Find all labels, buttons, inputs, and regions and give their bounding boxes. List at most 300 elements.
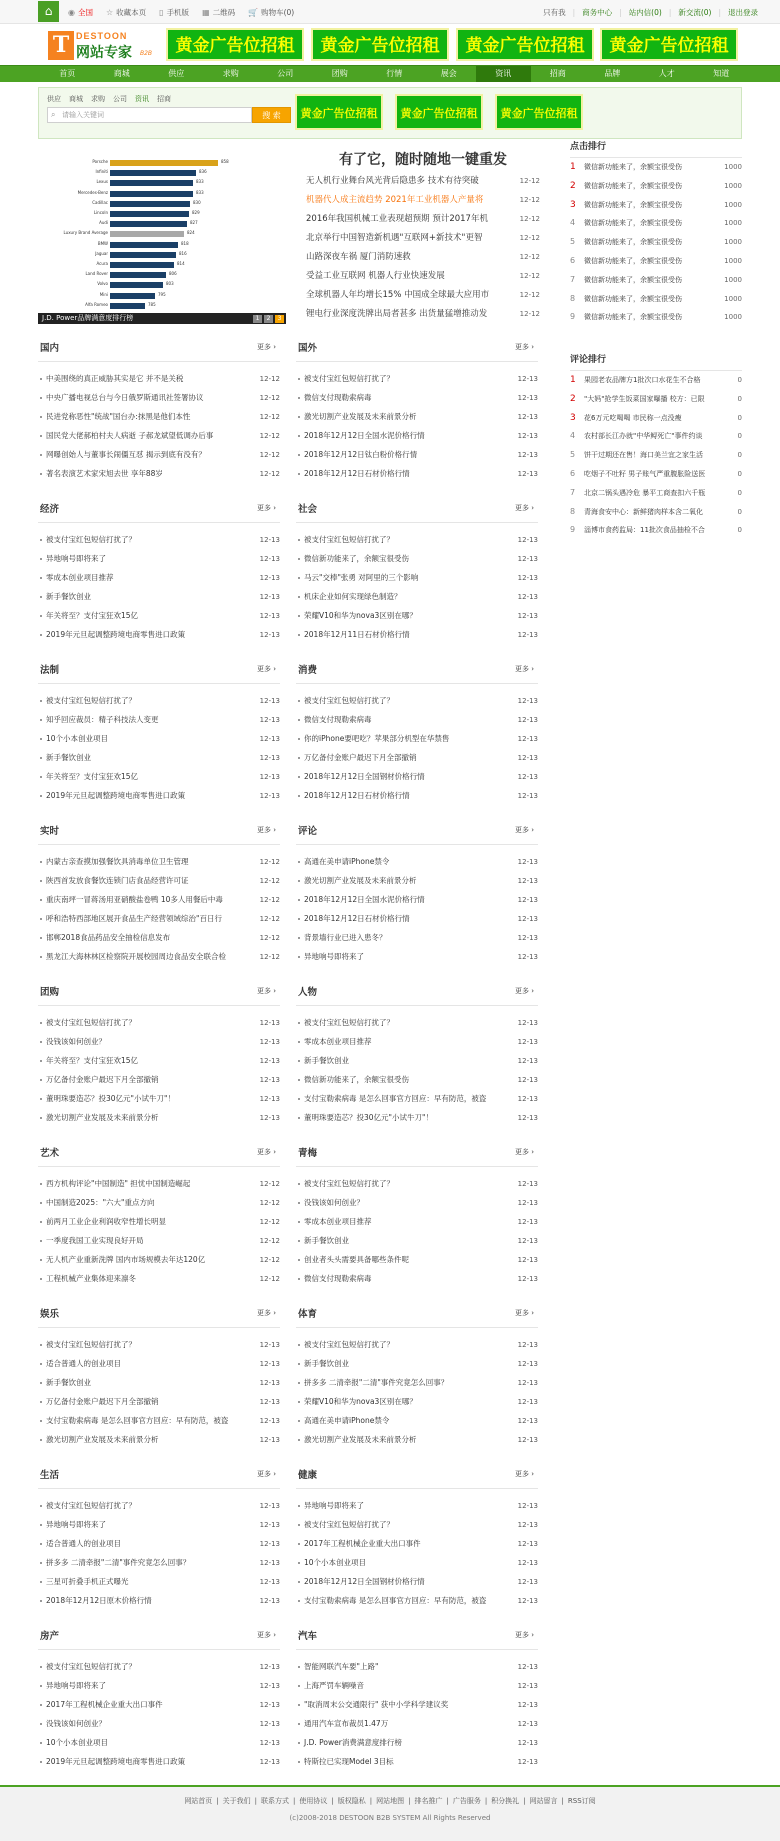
list-item-title[interactable]: 没钱该如何创业？ (38, 1036, 238, 1047)
list-item[interactable] (296, 407, 538, 426)
search-ad-1[interactable]: 黄金广告位招租 (295, 94, 383, 130)
more-link[interactable]: 更多 › (256, 504, 276, 512)
list-item-title[interactable]: 没钱该如何创业？ (296, 1197, 496, 1208)
headline-item[interactable] (306, 248, 540, 267)
list-item[interactable] (38, 1335, 280, 1354)
list-item-title[interactable]: "取消周末公交通限行" 获中小学科学建议奖 (296, 1699, 496, 1710)
list-item[interactable] (38, 1714, 280, 1733)
list-item[interactable] (38, 729, 280, 748)
footer-link[interactable]: 网站地图 (376, 1797, 405, 1805)
rank_click-item[interactable] (570, 177, 742, 196)
list-item-title[interactable]: 背景墙行业已进入患冬？ (296, 932, 496, 943)
top-link-1[interactable] (106, 7, 146, 18)
rank-title[interactable]: 微信新功能来了，余额宝很受伤 (584, 313, 682, 322)
list-item-title[interactable]: 被支付宝红包短信打扰了？ (296, 534, 496, 545)
list-item-title[interactable]: 10个小本创业项目 (296, 1557, 496, 1568)
list-item[interactable] (38, 1496, 280, 1515)
list-item-title[interactable]: 内蒙古亲查摸加强餐饮具消毒单位卫生管理 (38, 856, 238, 867)
headline-item[interactable] (306, 305, 540, 324)
list-item-title[interactable]: 2019年元旦起调整跨境电商零售进口政策 (38, 790, 238, 801)
list-item-title[interactable]: 陕西首发放食餐饮连锁门店食品经营许可证 (38, 875, 238, 886)
search-button[interactable]: 搜 索 (252, 107, 291, 123)
list-item-title[interactable]: 前两月工业企业利润收窄性增长明显 (38, 1216, 238, 1227)
more-link[interactable]: 更多 › (514, 1470, 534, 1478)
list-item-title[interactable]: 中国制造2025："六大"重点方向 (38, 1197, 238, 1208)
headline-item-title[interactable]: 北京举行中国智造新机遇"互联网+新技术"更智 (306, 233, 483, 243)
section-title[interactable]: 人物 (298, 987, 318, 998)
list-item-title[interactable]: 被支付宝红包短信打扰了？ (38, 534, 238, 545)
rank-title[interactable]: "大妈"抢学生饭菜国家曝播 校方：已限 (584, 394, 705, 403)
list-item-title[interactable]: 著名表演艺术家宋旭去世 享年88岁 (38, 468, 238, 479)
header-ad-1[interactable]: 黄金广告位招租 (166, 28, 304, 61)
nav-item-4[interactable]: 公司 (277, 69, 294, 78)
rank_comment-item[interactable] (570, 446, 742, 465)
section-title[interactable]: 国外 (298, 343, 318, 354)
list-item[interactable] (296, 1354, 538, 1373)
list-item[interactable] (38, 1752, 280, 1771)
list-item-title[interactable]: 2018年12月12日原木价格行情 (38, 1595, 238, 1606)
list-item-title[interactable]: 被支付宝红包短信打扰了？ (296, 695, 496, 706)
list-item-title[interactable]: 荣耀V10和华为nova3区别在哪？ (296, 1396, 496, 1407)
list-item-title[interactable]: 被支付宝红包短信打扰了？ (296, 1178, 496, 1189)
list-item-title[interactable]: 2018年12月12日石材价格行情 (296, 913, 496, 924)
more-link[interactable]: 更多 › (514, 987, 534, 995)
list-item-title[interactable]: 拼多多 二清牵报"二清"事件究竟怎么回事？ (38, 1557, 238, 1568)
list-item[interactable] (296, 1013, 538, 1032)
list-item-title[interactable]: 10个小本创业项目 (38, 1737, 238, 1748)
list-item[interactable] (296, 1752, 538, 1771)
slideshow[interactable] (38, 148, 286, 324)
slide-page-2[interactable]: 3 (275, 315, 284, 323)
list-item[interactable] (296, 928, 538, 947)
headline-title[interactable]: 有了它，随时随地一键重发 (339, 152, 507, 168)
list-item-title[interactable]: 新手餐饮创业 (38, 752, 238, 763)
list-item-title[interactable]: 支付宝勒索病毒 是怎么回事官方回应：早有防范，被盗 (296, 1595, 496, 1606)
list-item[interactable] (38, 1515, 280, 1534)
rank_click-item[interactable] (570, 158, 742, 177)
rank-title[interactable]: 北京二锅头遇冷危 暴平工商查扣六千瓶 (584, 488, 706, 497)
headline-item-title[interactable]: 机器代人成主流趋势 2021年工业机器人产量将 (306, 195, 484, 205)
search-tab-2[interactable]: 求购 (91, 95, 105, 103)
headline-item-title[interactable]: 受益工业互联网 机器人行业快速发展 (306, 271, 445, 281)
section-title[interactable]: 艺术 (40, 1148, 60, 1159)
rank-title[interactable]: 饼干过期还在售！海口美兰宜之家生活 (584, 451, 703, 460)
more-link[interactable]: 更多 › (514, 504, 534, 512)
headline-item-title[interactable]: 全球机器人年均增长15% 中国成全球最大应用市 (306, 290, 490, 300)
list-item-title[interactable]: 2018年12月12日钛白粉价格行情 (296, 449, 496, 460)
list-item-title[interactable]: 被支付宝红包短信打扰了？ (38, 1500, 238, 1511)
list-item-title[interactable]: 被支付宝红包短信打扰了？ (38, 695, 238, 706)
list-item-title[interactable]: 微信新功能来了，余额宝很受伤 (296, 1074, 496, 1085)
section-title[interactable]: 娱乐 (40, 1309, 60, 1320)
search-tab-4[interactable]: 资讯 (135, 95, 149, 103)
list-item[interactable] (296, 1051, 538, 1070)
list-item[interactable] (38, 710, 280, 729)
list-item[interactable] (38, 852, 280, 871)
list-item-title[interactable]: 中央广播电视总台与今日俄罗斯通讯社签署协议 (38, 392, 238, 403)
footer-link[interactable]: 版权隐私 (337, 1797, 366, 1805)
list-item-title[interactable]: 万亿备付金账户最迟下月全部撤销 (296, 752, 496, 763)
list-item-title[interactable]: 一季度我国工业实现良好开局 (38, 1235, 238, 1246)
headline-item-title[interactable]: 无人机行业舞台风光背后隐患多 技术有待突破 (306, 176, 479, 186)
list-item-title[interactable]: 知乎回应裁员：精子科技法人变更 (38, 714, 238, 725)
section-title[interactable]: 经济 (40, 504, 60, 515)
footer-link[interactable]: 积分换礼 (491, 1797, 520, 1805)
section-title[interactable]: 房产 (40, 1631, 60, 1642)
list-item-title[interactable]: 高通在美申请iPhone禁令 (296, 1415, 496, 1426)
header-ad-2[interactable]: 黄金广告位招租 (311, 28, 449, 61)
list-item-title[interactable]: 董明珠要造芯？投30亿元"小试牛刀"！ (38, 1093, 238, 1104)
list-item[interactable] (296, 909, 538, 928)
nav-item-8[interactable]: 资讯 (476, 66, 531, 82)
search-tab-0[interactable]: 供应 (47, 95, 61, 103)
headline-item[interactable] (306, 191, 540, 210)
more-link[interactable]: 更多 › (514, 826, 534, 834)
list-item-title[interactable]: 激光切割产业发展及未来前景分析 (38, 1434, 238, 1445)
list-item-title[interactable]: 年关将至？支付宝狂欢15亿 (38, 1055, 238, 1066)
user-link-0[interactable]: 只有我 (543, 7, 566, 17)
rank-title[interactable]: 果园老农品牌方1批次口水花生不合格 (584, 376, 701, 384)
headline-item-title[interactable]: 山路深夜车祸 厦门消防速救 (306, 252, 411, 262)
list-item-title[interactable]: 微信支付现勒索病毒 (296, 392, 496, 403)
list-item-title[interactable]: 呼和浩特西部地区展开食品生产经营领域综治"百日行 (38, 913, 238, 924)
list-item-title[interactable]: 被支付宝红包短信打扰了？ (38, 1017, 238, 1028)
list-item[interactable] (38, 1174, 280, 1193)
list-item[interactable] (296, 1089, 538, 1108)
more-link[interactable]: 更多 › (256, 987, 276, 995)
section-title[interactable]: 青梅 (298, 1148, 318, 1159)
list-item-title[interactable]: 特斯拉已实现Model 3目标 (296, 1756, 496, 1767)
list-item-title[interactable]: 万亿备付金账户最迟下月全部撤销 (38, 1396, 238, 1407)
list-item[interactable] (38, 625, 280, 644)
list-item-title[interactable]: 拼多多 二清牵报"二清"事件究竟怎么回事？ (296, 1377, 496, 1388)
top-link-4[interactable] (248, 7, 294, 18)
rank_comment-item[interactable] (570, 390, 742, 409)
list-item[interactable] (38, 388, 280, 407)
list-item-title[interactable]: 高通在美申请iPhone禁令 (296, 856, 496, 867)
list-item[interactable] (38, 407, 280, 426)
list-item-title[interactable]: 适合普通人的创业项目 (38, 1538, 238, 1549)
list-item[interactable] (296, 1373, 538, 1392)
list-item-title[interactable]: 你的iPhone要吧吃？苹果部分机型在华禁售 (296, 733, 496, 744)
list-item[interactable] (296, 369, 538, 388)
list-item-title[interactable]: 微信新功能来了，余额宝很受伤 (296, 553, 496, 564)
rank_comment-item[interactable] (570, 484, 742, 503)
rank_comment-item[interactable] (570, 371, 742, 390)
nav-item-0[interactable]: 首页 (59, 69, 76, 78)
list-item-title[interactable]: 创业者头头需要具备哪些条件呢 (296, 1254, 496, 1265)
list-item[interactable] (38, 947, 280, 966)
list-item[interactable] (38, 871, 280, 890)
more-link[interactable]: 更多 › (256, 1631, 276, 1639)
footer-link[interactable]: 广告服务 (452, 1797, 481, 1805)
slide-page-1[interactable]: 2 (264, 315, 273, 323)
list-item[interactable] (38, 1089, 280, 1108)
list-item-title[interactable]: 新手餐饮创业 (38, 591, 238, 602)
list-item[interactable] (38, 1411, 280, 1430)
list-item[interactable] (296, 729, 538, 748)
list-item[interactable] (296, 786, 538, 805)
list-item-title[interactable]: 2018年12月12日全国钢材价格行情 (296, 1576, 496, 1587)
list-item[interactable] (38, 1373, 280, 1392)
section-title[interactable]: 消费 (298, 665, 318, 676)
nav-item-11[interactable]: 人才 (658, 69, 675, 78)
list-item-title[interactable]: 黑龙江大海林林区检察院开展校园周边食品安全联合检 (38, 951, 238, 962)
list-item[interactable] (296, 1335, 538, 1354)
list-item[interactable] (296, 426, 538, 445)
footer-link[interactable]: 网站留言 (529, 1797, 558, 1805)
top-link-0[interactable] (68, 7, 93, 18)
section-title[interactable]: 生活 (40, 1470, 60, 1481)
section-title[interactable]: 实时 (40, 826, 60, 837)
list-item[interactable] (296, 767, 538, 786)
section-title[interactable]: 评论 (298, 826, 318, 837)
list-item[interactable] (296, 1269, 538, 1288)
list-item-title[interactable]: 适合普通人的创业项目 (38, 1358, 238, 1369)
nav-item-9[interactable]: 招商 (549, 69, 566, 78)
list-item[interactable] (296, 1553, 538, 1572)
list-item-title[interactable]: 异地响号即将来了 (296, 1500, 496, 1511)
list-item[interactable] (38, 464, 280, 483)
more-link[interactable]: 更多 › (256, 826, 276, 834)
headline-item[interactable] (306, 172, 540, 191)
list-item[interactable] (296, 1733, 538, 1752)
more-link[interactable]: 更多 › (514, 1148, 534, 1156)
list-item[interactable] (296, 625, 538, 644)
list-item-title[interactable]: 网曝创始人与董事长闹僵互怼 揭示到底有没有？ (38, 449, 238, 460)
list-item-title[interactable]: 激光切割产业发展及未来前景分析 (296, 875, 496, 886)
list-item[interactable] (38, 1553, 280, 1572)
rank-title[interactable]: 微信新功能来了，余额宝很受伤 (584, 181, 682, 190)
list-item[interactable] (38, 1572, 280, 1591)
list-item[interactable] (38, 530, 280, 549)
list-item-title[interactable]: 被支付宝红包短信打扰了？ (296, 373, 496, 384)
list-item-title[interactable]: 激光切割产业发展及未来前景分析 (296, 411, 496, 422)
list-item[interactable] (296, 1070, 538, 1089)
list-item-title[interactable]: 新手餐饮创业 (296, 1358, 496, 1369)
list-item-title[interactable]: 民进党称恶性"统战"国台办:抹黑是他们本性 (38, 411, 238, 422)
rank-title[interactable]: 微信新功能来了，余额宝很受伤 (584, 219, 682, 228)
list-item[interactable] (296, 871, 538, 890)
list-item-title[interactable]: 激光切割产业发展及未来前景分析 (296, 1434, 496, 1445)
slide-caption[interactable]: J.D. Power品牌满意度排行榜 (38, 313, 286, 324)
list-item-title[interactable]: 工程机械产业集体迎来凛冬 (38, 1273, 238, 1284)
footer-link[interactable]: 使用协议 (299, 1797, 328, 1805)
nav-item-5[interactable]: 团购 (331, 69, 348, 78)
search-tab-3[interactable]: 公司 (113, 95, 127, 103)
list-item[interactable] (38, 369, 280, 388)
list-item-title[interactable]: 2019年元旦起调整跨境电商零售进口政策 (38, 1756, 238, 1767)
nav-item-12[interactable]: 知道 (713, 69, 730, 78)
list-item[interactable] (296, 1572, 538, 1591)
list-item[interactable] (296, 464, 538, 483)
nav-item-2[interactable]: 供应 (168, 69, 185, 78)
search-tab-1[interactable]: 商城 (69, 95, 83, 103)
list-item-title[interactable]: 西方机构评论"中国制造" 担忧中国制造崛起 (38, 1178, 238, 1189)
list-item-title[interactable]: 2017年工程机械企业重大出口事件 (296, 1538, 496, 1549)
section-title[interactable]: 健康 (298, 1470, 318, 1481)
user-link-1[interactable]: 商务中心 (582, 7, 613, 17)
slide-page-0[interactable]: 1 (253, 315, 262, 323)
list-item[interactable] (38, 1354, 280, 1373)
list-item-title[interactable]: 无人机产业重新洗牌 国内市场规模去年达120亿 (38, 1254, 238, 1265)
list-item[interactable] (38, 786, 280, 805)
list-item-title[interactable]: 邯郸2018食品药品安全抽检信息发布 (38, 932, 238, 943)
list-item-title[interactable]: 微信支付现勒索病毒 (296, 1273, 496, 1284)
home-icon[interactable]: ⌂ (38, 1, 59, 22)
list-item[interactable] (38, 1108, 280, 1127)
footer-link[interactable]: RSS订阅 (567, 1797, 596, 1805)
more-link[interactable]: 更多 › (256, 665, 276, 673)
list-item[interactable] (296, 691, 538, 710)
nav-item-7[interactable]: 展会 (440, 69, 457, 78)
list-item[interactable] (38, 1733, 280, 1752)
list-item[interactable] (38, 587, 280, 606)
list-item-title[interactable]: 微信支付现勒索病毒 (296, 714, 496, 725)
rank-title[interactable]: 微信新功能来了，余额宝很受伤 (584, 294, 682, 303)
list-item-title[interactable]: J.D. Power消费满意度排行榜 (296, 1737, 496, 1748)
headline-item[interactable] (306, 210, 540, 229)
list-item-title[interactable]: 新手餐饮创业 (296, 1055, 496, 1066)
list-item-title[interactable]: 荣耀V10和华为nova3区别在哪？ (296, 610, 496, 621)
list-item[interactable] (296, 710, 538, 729)
list-item[interactable] (38, 1591, 280, 1610)
footer-link[interactable]: 排名推广 (414, 1797, 443, 1805)
headline-item-title[interactable]: 锂电行业深度洗牌出局者甚多 出货量猛增推动发 (306, 309, 488, 319)
headline-item[interactable] (306, 286, 540, 305)
list-item-title[interactable]: 中美围绕的真正威胁其实是它 并不是关税 (38, 373, 238, 384)
header-ad-3[interactable]: 黄金广告位招租 (456, 28, 594, 61)
list-item[interactable] (296, 1591, 538, 1610)
list-item-title[interactable]: 新手餐饮创业 (38, 1377, 238, 1388)
list-item[interactable] (296, 587, 538, 606)
list-item-title[interactable]: 2018年12月12日石材价格行情 (296, 790, 496, 801)
list-item-title[interactable]: 2018年12月12日全国水泥价格行情 (296, 894, 496, 905)
top-link-3[interactable] (202, 7, 235, 18)
rank_comment-item[interactable] (570, 521, 742, 540)
list-item[interactable] (38, 568, 280, 587)
list-item[interactable] (296, 1676, 538, 1695)
more-link[interactable]: 更多 › (514, 343, 534, 351)
rank_click-item[interactable] (570, 214, 742, 233)
user-link-4[interactable]: 退出登录 (728, 7, 758, 17)
section-title[interactable]: 体育 (298, 1309, 318, 1320)
list-item-title[interactable]: 异地响号即将来了 (38, 1519, 238, 1530)
rank_comment-item[interactable] (570, 503, 742, 522)
list-item-title[interactable]: 激光切割产业发展及未来前景分析 (38, 1112, 238, 1123)
list-item-title[interactable]: 10个小本创业项目 (38, 733, 238, 744)
rank_click-item[interactable] (570, 271, 742, 290)
list-item-title[interactable]: 零成本创业项目推荐 (296, 1216, 496, 1227)
headline-item[interactable] (306, 267, 540, 286)
more-link[interactable]: 更多 › (256, 1470, 276, 1478)
list-item-title[interactable]: 年关将至？支付宝狂欢15亿 (38, 771, 238, 782)
list-item-title[interactable]: 万亿备付金账户最迟下月全部撤销 (38, 1074, 238, 1085)
list-item[interactable] (38, 549, 280, 568)
rank_click-item[interactable] (570, 252, 742, 271)
list-item[interactable] (38, 748, 280, 767)
list-item[interactable] (296, 852, 538, 871)
list-item-title[interactable]: 智能网联汽车要"上路" (296, 1661, 496, 1672)
list-item-title[interactable]: 零成本创业项目推荐 (38, 572, 238, 583)
list-item[interactable] (38, 1250, 280, 1269)
list-item-title[interactable]: 董明珠要造芯？投30亿元"小试牛刀"！ (296, 1112, 496, 1123)
rank-title[interactable]: 青海食安中心：新鲜猪肉样本含二氧化 (584, 507, 703, 516)
list-item[interactable] (296, 1250, 538, 1269)
list-item[interactable] (296, 1032, 538, 1051)
list-item[interactable] (38, 606, 280, 625)
search-input[interactable] (47, 107, 252, 123)
rank_click-item[interactable] (570, 196, 742, 215)
rank-title[interactable]: 微信新功能来了，余额宝很受伤 (584, 256, 682, 265)
list-item-title[interactable]: 异地响号即将来了 (296, 951, 496, 962)
footer-link[interactable]: 联系方式 (261, 1797, 290, 1805)
list-item[interactable] (296, 1430, 538, 1449)
nav-item-6[interactable]: 行情 (386, 69, 403, 78)
list-item[interactable] (296, 1695, 538, 1714)
list-item[interactable] (296, 947, 538, 966)
rank_comment-item[interactable] (570, 465, 742, 484)
footer-link[interactable]: 关于我们 (222, 1797, 251, 1805)
list-item[interactable] (296, 530, 538, 549)
list-item[interactable] (296, 1174, 538, 1193)
list-item[interactable] (38, 1013, 280, 1032)
list-item[interactable] (38, 1695, 280, 1714)
search-ad-2[interactable]: 黄金广告位招租 (395, 94, 483, 130)
list-item-title[interactable]: 年关将至？支付宝狂欢15亿 (38, 610, 238, 621)
list-item[interactable] (38, 1657, 280, 1676)
list-item-title[interactable]: 2018年12月12日全国水泥价格行情 (296, 430, 496, 441)
list-item[interactable] (296, 1657, 538, 1676)
more-link[interactable]: 更多 › (256, 1148, 276, 1156)
rank-title[interactable]: 微信新功能来了，余额宝很受伤 (584, 275, 682, 284)
list-item-title[interactable]: 2018年12月12日全国钢材价格行情 (296, 771, 496, 782)
search-tab-5[interactable]: 招商 (157, 95, 171, 103)
list-item[interactable] (296, 1108, 538, 1127)
section-title[interactable]: 法制 (40, 665, 60, 676)
list-item[interactable] (38, 1392, 280, 1411)
list-item-title[interactable]: 零成本创业项目推荐 (296, 1036, 496, 1047)
nav-item-1[interactable]: 商城 (113, 69, 130, 78)
list-item-title[interactable]: 被支付宝红包短信打扰了？ (296, 1017, 496, 1028)
list-item-title[interactable]: 马云"交棒"张勇 对阿里的三个影响 (296, 572, 496, 583)
more-link[interactable]: 更多 › (514, 665, 534, 673)
list-item-title[interactable]: 2019年元旦起调整跨境电商零售进口政策 (38, 629, 238, 640)
nav-item-10[interactable]: 品牌 (604, 69, 621, 78)
headline-item[interactable] (306, 229, 540, 248)
rank_click-item[interactable] (570, 233, 742, 252)
list-item-title[interactable]: 2018年12月11日石材价格行情 (296, 629, 496, 640)
list-item[interactable] (296, 445, 538, 464)
list-item[interactable] (296, 1411, 538, 1430)
list-item[interactable] (38, 1430, 280, 1449)
footer-link[interactable]: 网站首页 (184, 1797, 213, 1805)
rank_click-item[interactable] (570, 290, 742, 309)
list-item-title[interactable]: 被支付宝红包短信打扰了？ (38, 1339, 238, 1350)
list-item[interactable] (38, 426, 280, 445)
list-item[interactable] (38, 767, 280, 786)
list-item[interactable] (296, 1515, 538, 1534)
list-item[interactable] (38, 1231, 280, 1250)
rank-title[interactable]: 淄博市食药监局：11批次食品抽检不合 (584, 526, 705, 535)
list-item-title[interactable]: 被支付宝红包短信打扰了？ (296, 1519, 496, 1530)
list-item[interactable] (38, 1269, 280, 1288)
more-link[interactable]: 更多 › (256, 343, 276, 351)
rank-title[interactable]: 花6万元吃喝喝 市民称一点没瘦 (584, 413, 682, 422)
list-item-title[interactable]: 支付宝勒索病毒 是怎么回事官方回应：早有防范，被盗 (296, 1093, 496, 1104)
list-item[interactable] (38, 1676, 280, 1695)
list-item[interactable] (296, 1212, 538, 1231)
